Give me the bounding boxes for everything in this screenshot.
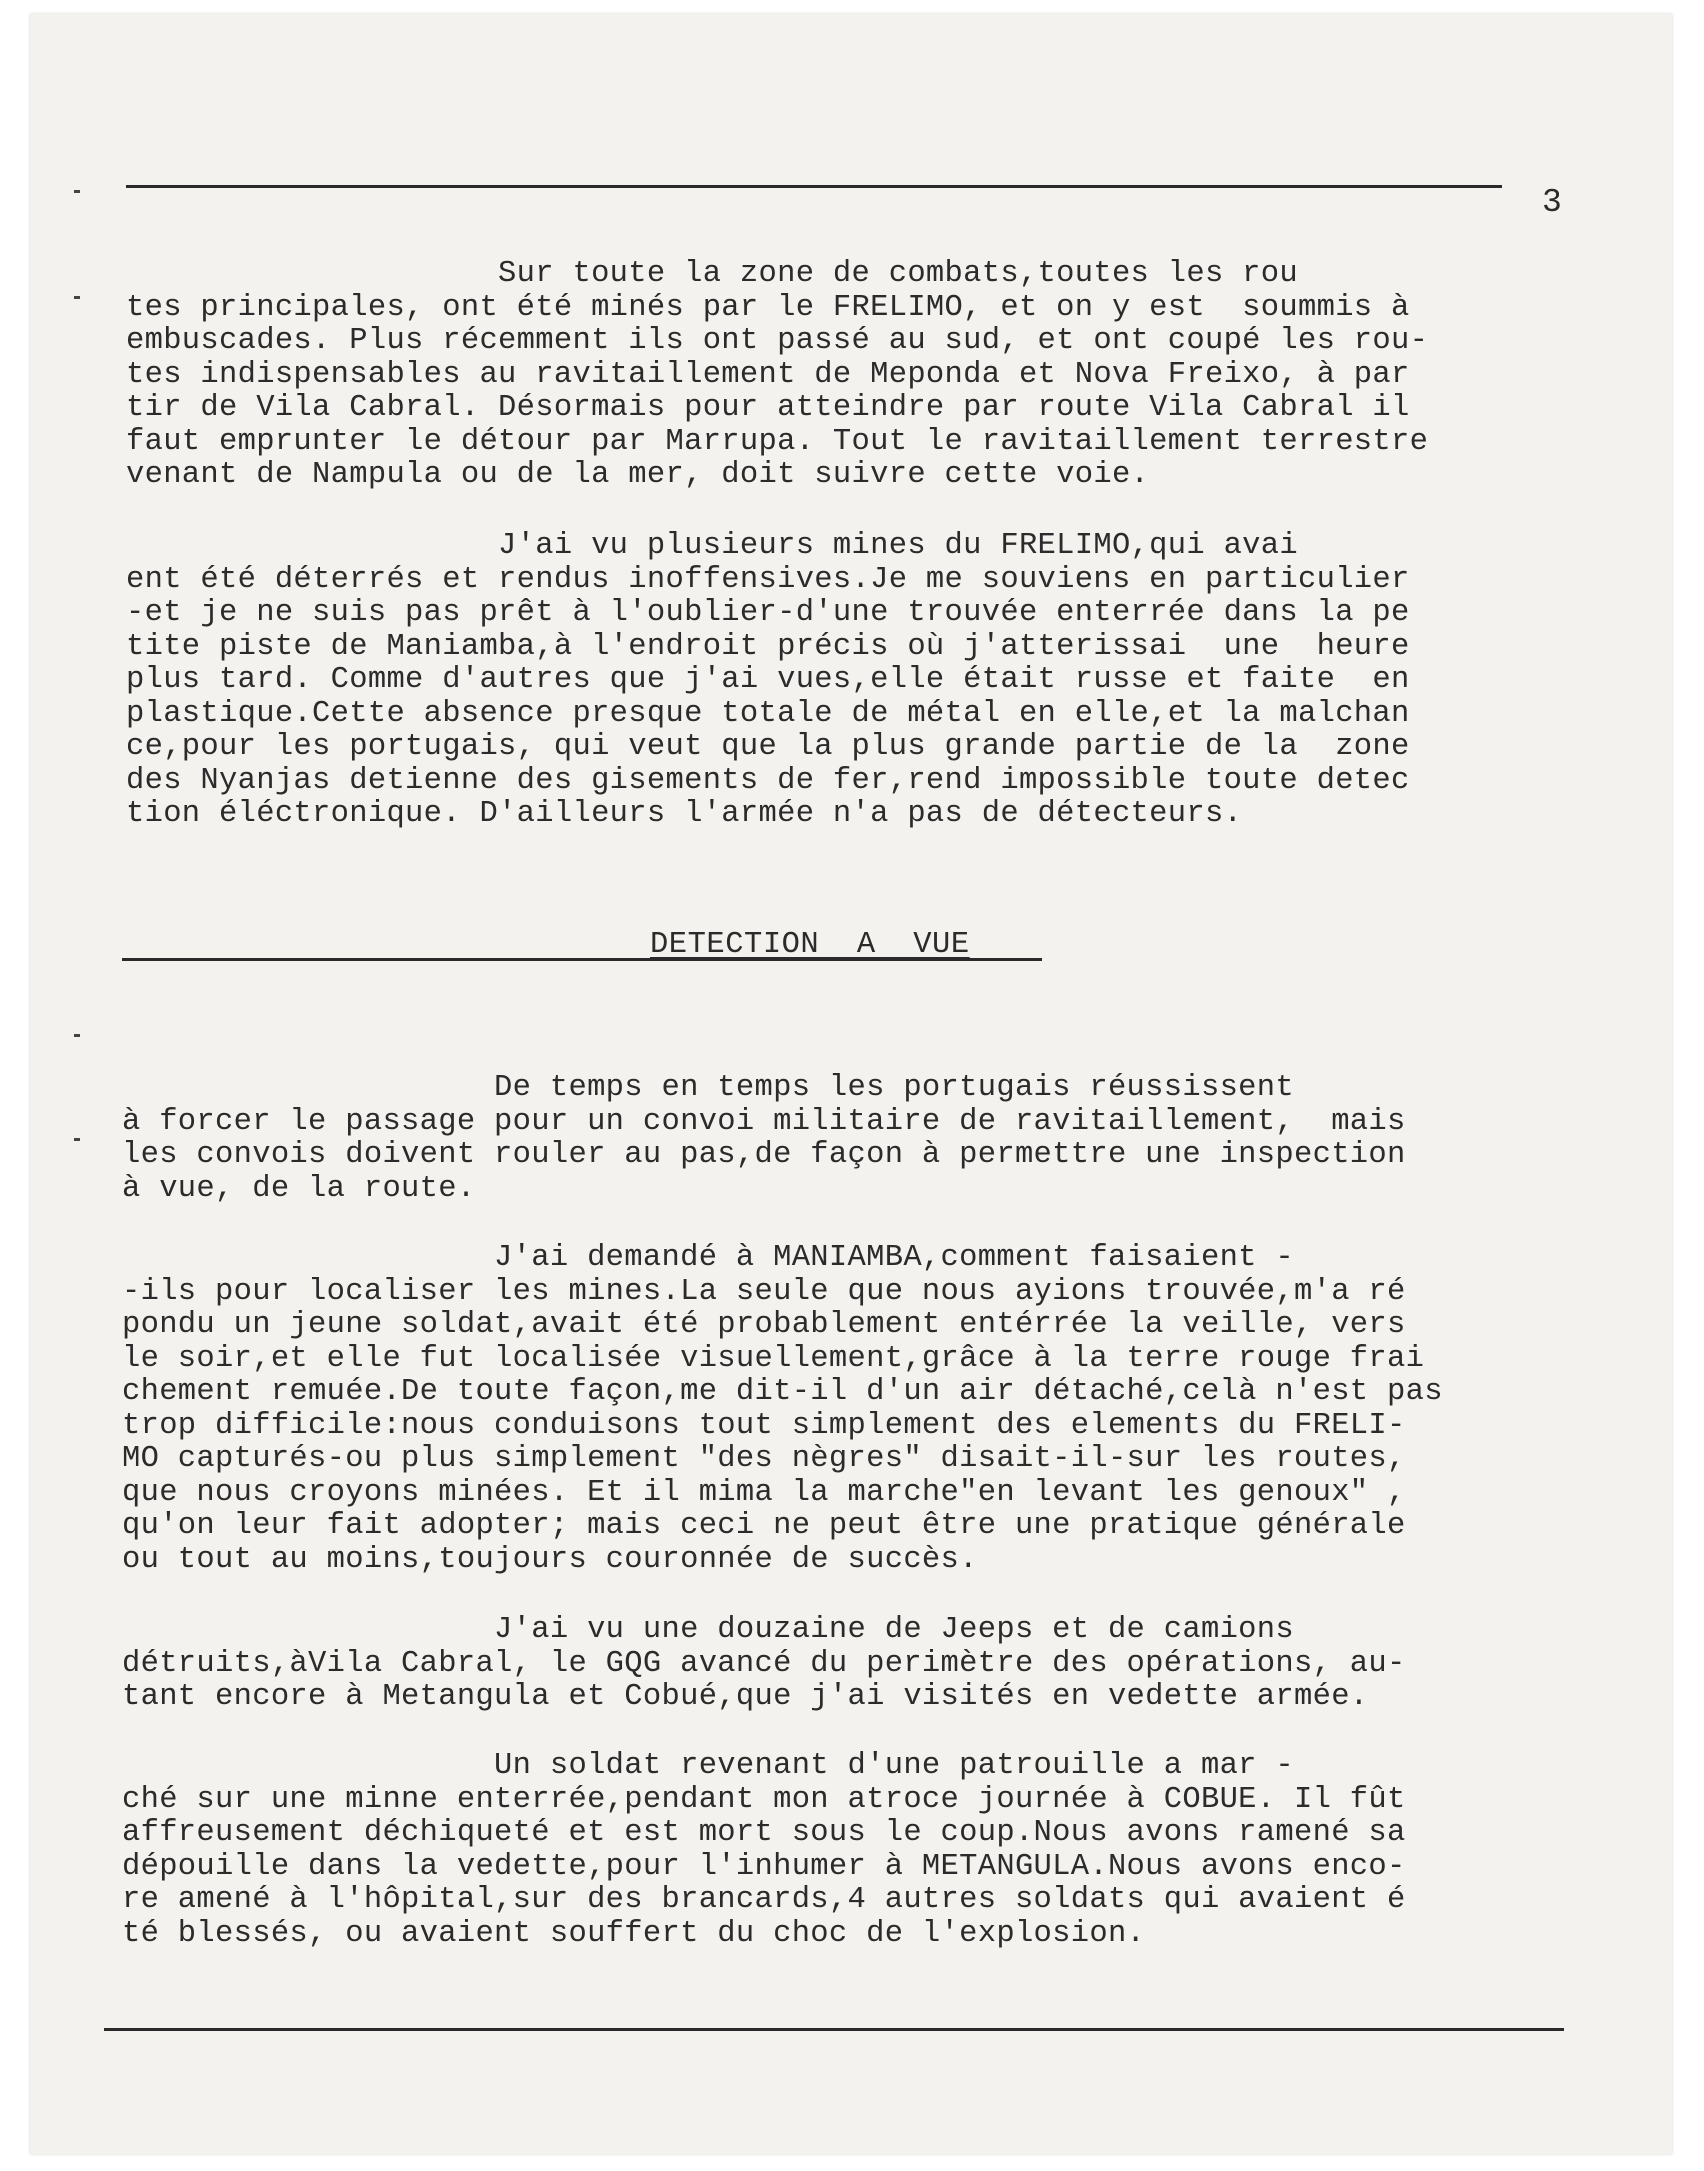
- text-line: à forcer le passage pour un convoi militaire de ravitaillement, mais: [122, 1104, 1406, 1139]
- text-line: tes principales, ont été minés par le FRELIMO, et on y est soummis à: [126, 290, 1410, 325]
- text-line: J'ai vu une douzaine de Jeeps et de camions: [122, 1613, 1294, 1647]
- margin-mark: [74, 296, 80, 299]
- text-line: re amené à l'hôpital,sur des brancards,4 autres soldats qui avaient é: [122, 1883, 1406, 1917]
- text-line: venant de Nampula ou de la mer, doit suivre cette voie.: [126, 458, 1150, 492]
- text-line: tite piste de Maniamba,à l'endroit précis où j'atterissai une heure: [126, 629, 1410, 664]
- top-rule: [126, 185, 1502, 188]
- text-line: -ils pour localiser les mines.La seule que nous ayions trouvée,m'a ré: [122, 1274, 1406, 1309]
- paragraph-routes-minees: [126, 258, 1546, 493]
- text-line: faut emprunter le détour par Marrupa. Tout le ravitaillement terrestre: [126, 424, 1429, 459]
- text-line: détruits,àVila Cabral, le GQG avancé du perimètre des opérations, au-: [122, 1646, 1406, 1681]
- text-line: que nous croyons minées. Et il mima la marche"en levant les genoux" ,: [122, 1475, 1406, 1510]
- paragraph-maniamba: [122, 1242, 1542, 1577]
- text-line: Un soldat revenant d'une patrouille a mar -: [122, 1749, 1294, 1783]
- text-line: plastique.Cette absence presque totale de métal en elle,et la malchan: [126, 696, 1410, 731]
- text-line: MO capturés-ou plus simplement "des nègres" disait-il-sur les routes,: [122, 1442, 1406, 1476]
- text-line: tes indispensables au ravitaillement de Meponda et Nova Freixo, à par: [126, 357, 1410, 392]
- text-line: ce,pour les portugais, qui veut que la plus grande partie de la zone: [126, 730, 1410, 764]
- text-line: des Nyanjas detienne des gisements de fer,rend impossible toute detec: [126, 763, 1410, 798]
- text-line: chement remuée.De toute façon,me dit-il d'un air détaché,celà n'est pas: [122, 1375, 1443, 1409]
- text-line: té blessés, ou avaient souffert du choc de l'explosion.: [122, 1916, 1146, 1951]
- text-line: Sur toute la zone de combats,toutes les rou: [126, 257, 1298, 291]
- text-line: dépouille dans la vedette,pour l'inhumer à METANGULA.Nous avons enco-: [122, 1849, 1406, 1884]
- margin-mark: [74, 1034, 80, 1037]
- margin-mark: [74, 190, 80, 193]
- text-line: embuscades. Plus récemment ils ont passé au sud, et ont coupé les rou-: [126, 324, 1429, 358]
- section-heading: DETECTION A VUE: [650, 928, 970, 962]
- text-line: tir de Vila Cabral. Désormais pour atteindre par route Vila Cabral il: [126, 391, 1410, 425]
- paragraph-jeeps: [122, 1614, 1542, 1715]
- text-line: ent été déterrés et rendus inoffensives.Je me souviens en particulier: [126, 562, 1410, 597]
- text-line: trop difficile:nous conduisons tout simplement des elements du FRELI-: [122, 1408, 1406, 1443]
- text-line: J'ai vu plusieurs mines du FRELIMO,qui avai: [126, 529, 1298, 563]
- text-line: le soir,et elle fut localisée visuellement,grâce à la terre rouge frai: [122, 1341, 1425, 1376]
- text-line: -et je ne suis pas prêt à l'oublier-d'une trouvée enterrée dans la pe: [126, 596, 1410, 630]
- text-line: qu'on leur fait adopter; mais ceci ne peut être une pratique générale: [122, 1509, 1406, 1543]
- text-line: pondu un jeune soldat,avait été probablement entérrée la veille, vers: [122, 1308, 1406, 1342]
- text-line: à vue, de la route.: [122, 1171, 476, 1206]
- margin-mark: [74, 1138, 80, 1141]
- paper-sheet: [30, 14, 1672, 2154]
- text-line: tion éléctronique. D'ailleurs l'armée n'a pas de détecteurs.: [126, 797, 1243, 831]
- bottom-rule: [104, 2028, 1564, 2031]
- text-line: affreusement déchiqueté et est mort sous le coup.Nous avons ramené sa: [122, 1816, 1406, 1850]
- text-line: De temps en temps les portugais réussissent: [122, 1071, 1294, 1105]
- paragraph-convois: [122, 1072, 1542, 1206]
- paragraph-soldat: [122, 1750, 1542, 1951]
- page-number: 3: [1542, 184, 1562, 221]
- text-line: tant encore à Metangula et Cobué,que j'ai visités en vedette armée.: [122, 1680, 1369, 1714]
- text-line: plus tard. Comme d'autres que j'ai vues,elle était russe et faite en: [126, 663, 1410, 697]
- paragraph-mines-frelimo: [126, 530, 1546, 832]
- text-line: J'ai demandé à MANIAMBA,comment faisaient -: [122, 1241, 1294, 1275]
- text-line: ou tout au moins,toujours couronnée de succès.: [122, 1542, 978, 1577]
- text-line: les convois doivent rouler au pas,de façon à permettre une inspection: [122, 1138, 1406, 1172]
- text-line: ché sur une minne enterrée,pendant mon atroce journée à COBUE. Il fût: [122, 1782, 1406, 1817]
